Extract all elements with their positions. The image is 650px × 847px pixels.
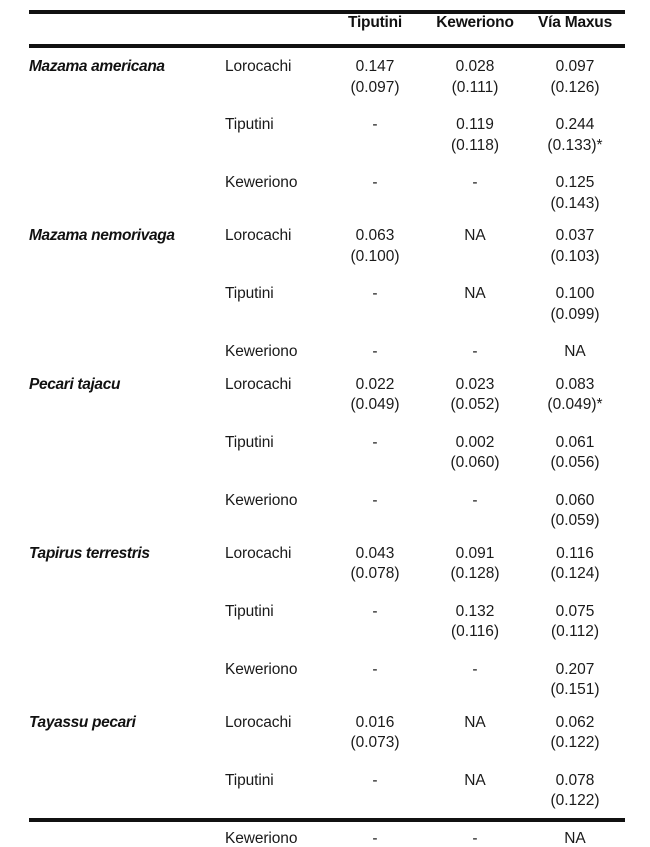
table-row xyxy=(29,640,625,698)
estimate-cell xyxy=(425,322,525,360)
site-name-cell: Tiputini xyxy=(225,116,274,133)
estimate-value: 0.022 xyxy=(355,375,395,393)
estimate-cell xyxy=(525,264,625,322)
standard-error-value: (0.122) xyxy=(550,734,600,751)
estimate-value: 0.023 xyxy=(455,375,495,393)
estimate-value: 0.147 xyxy=(355,58,395,75)
table-row xyxy=(29,751,625,809)
standard-error-value: (0.049)* xyxy=(547,396,603,413)
column-header-tiputini: Tiputini xyxy=(347,14,403,31)
estimate-value: 0.063 xyxy=(355,227,395,244)
estimate-cell xyxy=(525,751,625,809)
standard-error-value: (0.118) xyxy=(451,136,499,154)
species-name: Mazama nemorivaga xyxy=(29,227,175,244)
estimate-cell xyxy=(325,45,425,95)
standard-error-value: (0.099) xyxy=(550,305,600,323)
standard-error-value: (0.122) xyxy=(550,792,600,809)
standard-error-value: (0.124) xyxy=(550,565,600,582)
standard-error-value: (0.097) xyxy=(350,78,400,96)
species-name-cell-empty xyxy=(29,322,225,360)
species-name-cell-empty xyxy=(29,153,225,211)
estimate-value: 0.028 xyxy=(455,58,495,75)
table-row xyxy=(29,471,625,529)
estimate-cell xyxy=(425,809,525,847)
column-header-site xyxy=(225,14,325,45)
no-data-dash: - xyxy=(372,285,378,302)
estimate-cell xyxy=(525,529,625,582)
no-data-dash: - xyxy=(472,491,478,509)
species-name-cell-empty xyxy=(29,640,225,698)
estimate-cell xyxy=(325,413,425,471)
estimate-value: 0.062 xyxy=(555,713,595,731)
estimate-cell xyxy=(425,153,525,211)
species-name-cell xyxy=(29,360,225,413)
table-row xyxy=(29,211,625,264)
estimate-value: 0.097 xyxy=(555,58,595,75)
estimate-value: 0.119 xyxy=(456,116,494,133)
no-data-dash: - xyxy=(372,660,378,678)
estimate-cell xyxy=(525,640,625,698)
estimate-cell xyxy=(425,211,525,264)
not-available-value: NA xyxy=(464,713,486,731)
table-row xyxy=(29,153,625,211)
estimate-cell xyxy=(425,264,525,322)
estimate-cell xyxy=(325,360,425,413)
estimate-value: 0.207 xyxy=(555,660,595,678)
estimate-value: 0.125 xyxy=(555,174,595,191)
estimate-cell xyxy=(425,640,525,698)
table-row xyxy=(29,582,625,640)
estimate-cell xyxy=(325,582,425,640)
site-name-cell: Tiputini xyxy=(225,285,274,302)
species-name-cell xyxy=(29,529,225,582)
no-data-dash: - xyxy=(472,829,478,847)
estimate-cell xyxy=(425,698,525,751)
estimate-cell xyxy=(425,471,525,529)
table-header xyxy=(29,14,625,45)
no-data-dash: - xyxy=(372,829,378,847)
no-data-dash: - xyxy=(372,491,378,509)
standard-error-value: (0.060) xyxy=(450,454,500,471)
estimate-value: 0.116 xyxy=(556,544,594,562)
estimate-cell xyxy=(525,153,625,211)
no-data-dash: - xyxy=(472,343,478,360)
site-name-cell: Tiputini xyxy=(225,433,274,451)
site-name-cell: Keweriono xyxy=(225,491,298,509)
standard-error-value: (0.143) xyxy=(550,194,600,212)
estimate-cell xyxy=(425,95,525,153)
column-header-species xyxy=(29,14,225,45)
table-row xyxy=(29,529,625,582)
estimate-value: 0.037 xyxy=(555,227,595,244)
species-name: Tayassu pecari xyxy=(29,713,136,731)
species-name-cell-empty xyxy=(29,809,225,847)
no-data-dash: - xyxy=(372,602,378,620)
no-data-dash: - xyxy=(372,116,378,133)
estimate-cell xyxy=(425,360,525,413)
estimate-cell xyxy=(425,751,525,809)
estimate-cell xyxy=(525,95,625,153)
estimate-cell xyxy=(425,529,525,582)
standard-error-value: (0.133)* xyxy=(547,136,603,154)
table-row xyxy=(29,809,625,847)
estimate-value: 0.061 xyxy=(555,433,595,451)
species-name-cell-empty xyxy=(29,95,225,153)
column-header-keweriono: Keweriono xyxy=(436,14,514,31)
estimate-value: 0.043 xyxy=(355,544,395,562)
column-header-via-maxus: Vía Maxus xyxy=(537,14,612,31)
standard-error-value: (0.073) xyxy=(350,734,400,751)
estimate-cell xyxy=(525,45,625,95)
site-name-cell: Lorocachi xyxy=(225,544,292,562)
estimate-cell xyxy=(325,751,425,809)
not-available-value: NA xyxy=(564,343,586,360)
no-data-dash: - xyxy=(372,433,378,451)
table-row xyxy=(29,95,625,153)
not-available-value: NA xyxy=(464,771,486,789)
estimate-value: 0.244 xyxy=(555,116,595,133)
estimate-value: 0.002 xyxy=(455,433,495,451)
site-name-cell: Lorocachi xyxy=(225,375,292,393)
not-available-value: NA xyxy=(464,227,486,244)
no-data-dash: - xyxy=(372,343,378,360)
species-name-cell-empty xyxy=(29,264,225,322)
table-row xyxy=(29,360,625,413)
species-name-cell xyxy=(29,45,225,95)
estimate-cell xyxy=(325,95,425,153)
estimate-cell xyxy=(325,153,425,211)
estimate-value: 0.091 xyxy=(455,544,495,562)
estimate-cell xyxy=(425,45,525,95)
species-name-cell-empty xyxy=(29,582,225,640)
site-name-cell: Keweriono xyxy=(225,829,298,847)
estimate-cell xyxy=(325,471,425,529)
no-data-dash: - xyxy=(372,771,378,789)
estimate-cell xyxy=(525,582,625,640)
standard-error-value: (0.059) xyxy=(550,512,600,529)
species-name-cell-empty xyxy=(29,413,225,471)
site-name-cell: Tiputini xyxy=(225,602,274,620)
estimate-value: 0.078 xyxy=(555,771,595,789)
standard-error-value: (0.103) xyxy=(550,247,600,265)
standard-error-value: (0.116) xyxy=(451,623,499,640)
table-row xyxy=(29,413,625,471)
estimate-cell xyxy=(325,322,425,360)
site-name-cell: Keweriono xyxy=(225,343,298,360)
standard-error-value: (0.078) xyxy=(350,565,400,582)
estimate-cell xyxy=(525,322,625,360)
species-name-cell xyxy=(29,698,225,751)
site-name-cell: Keweriono xyxy=(225,174,298,191)
estimate-cell xyxy=(525,698,625,751)
table-row xyxy=(29,322,625,360)
table-row xyxy=(29,264,625,322)
results-table xyxy=(29,14,625,846)
standard-error-value: (0.112) xyxy=(551,623,599,640)
no-data-dash: - xyxy=(472,174,478,191)
estimate-value: 0.016 xyxy=(355,713,395,731)
header-row xyxy=(29,14,625,45)
site-name-cell: Lorocachi xyxy=(225,713,292,731)
estimate-cell xyxy=(325,529,425,582)
table-row xyxy=(29,45,625,95)
estimate-value: 0.060 xyxy=(555,491,595,509)
species-name-cell xyxy=(29,211,225,264)
estimate-cell xyxy=(325,698,425,751)
species-name-cell-empty xyxy=(29,751,225,809)
table-bottom-rule xyxy=(29,818,625,822)
estimate-cell xyxy=(525,471,625,529)
estimate-value: 0.075 xyxy=(555,602,595,620)
no-data-dash: - xyxy=(472,660,478,678)
species-name: Pecari tajacu xyxy=(29,375,121,393)
standard-error-value: (0.126) xyxy=(550,78,600,96)
estimate-cell xyxy=(525,809,625,847)
estimate-value: 0.100 xyxy=(555,285,595,302)
site-name-cell: Tiputini xyxy=(225,771,274,789)
not-available-value: NA xyxy=(464,285,486,302)
estimate-cell xyxy=(325,640,425,698)
estimate-value: 0.083 xyxy=(555,375,595,393)
standard-error-value: (0.128) xyxy=(450,565,500,582)
standard-error-value: (0.151) xyxy=(550,681,600,698)
standard-error-value: (0.056) xyxy=(550,454,600,471)
estimate-value: 0.132 xyxy=(455,602,495,620)
species-name: Mazama americana xyxy=(29,58,165,75)
estimate-cell xyxy=(425,413,525,471)
estimate-cell xyxy=(325,211,425,264)
species-name: Tapirus terrestris xyxy=(29,544,150,562)
estimate-cell xyxy=(525,360,625,413)
site-name-cell: Lorocachi xyxy=(225,58,292,75)
estimate-cell xyxy=(325,264,425,322)
standard-error-value: (0.100) xyxy=(350,247,400,265)
site-name-cell: Lorocachi xyxy=(225,227,292,244)
estimate-cell xyxy=(525,413,625,471)
estimate-cell xyxy=(325,809,425,847)
table-row xyxy=(29,698,625,751)
table-body xyxy=(29,45,625,846)
not-available-value: NA xyxy=(564,829,586,847)
estimate-cell xyxy=(525,211,625,264)
standard-error-value: (0.049) xyxy=(350,396,400,413)
species-name-cell-empty xyxy=(29,471,225,529)
standard-error-value: (0.111) xyxy=(451,78,499,96)
standard-error-value: (0.052) xyxy=(450,396,500,413)
no-data-dash: - xyxy=(372,174,378,191)
site-name-cell: Keweriono xyxy=(225,660,298,678)
estimate-cell xyxy=(425,582,525,640)
